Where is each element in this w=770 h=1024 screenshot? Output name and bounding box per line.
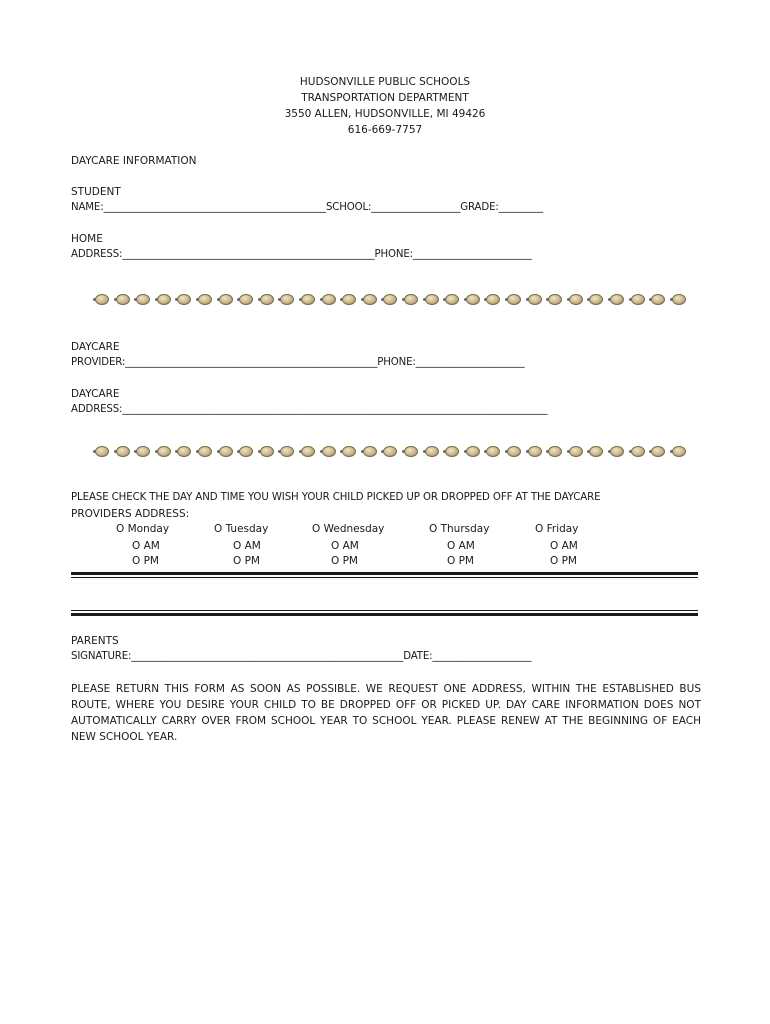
bullet-icon [177, 446, 191, 457]
schedule-instruction-cont: PROVIDERS ADDRESS: [71, 508, 190, 520]
thursday-option[interactable]: O Thursday [429, 523, 490, 535]
bullet-icon [239, 446, 253, 457]
bullet-icon [672, 294, 686, 305]
school-name: HUDSONVILLE PUBLIC SCHOOLS [299, 76, 471, 88]
return-notice: PLEASE RETURN THIS FORM AS SOON AS POSSIBLE. WE REQUEST ONE ADDRESS, WITHIN THE ESTABLISHED BUS ROUTE, WHERE YOU DESIRE YOUR CHILD TO BE DROPPED OFF OR PICKED UP. DAY CARE INFORMATION DOES NOT AUTOMATICALLY CARRY OVER FROM SCHOOL YEAR TO SCHOOL YEAR. PLEASE RENEW AT THE BEGINNING OF EACH NEW SCHOOL YEAR. [71, 683, 701, 743]
bullet-icon [219, 446, 233, 457]
home-label: HOME [71, 233, 103, 245]
bullet-divider-2 [92, 446, 692, 460]
bullet-icon [301, 446, 315, 457]
wednesday-am-option[interactable]: O AM [331, 540, 359, 552]
bullet-icon [219, 294, 233, 305]
bullet-icon [548, 446, 562, 457]
bullet-icon [569, 294, 583, 305]
bullet-icon [610, 294, 624, 305]
bullet-icon [363, 446, 377, 457]
bullet-icon [631, 294, 645, 305]
bullet-icon [383, 294, 397, 305]
section-divider-bottom-thin [71, 610, 698, 611]
wednesday-option[interactable]: O Wednesday [312, 523, 385, 535]
section-title: DAYCARE INFORMATION [71, 155, 197, 167]
bullet-icon [157, 446, 171, 457]
bullet-icon [466, 446, 480, 457]
parents-label: PARENTS [71, 635, 119, 647]
bullet-icon [383, 446, 397, 457]
bullet-icon [610, 446, 624, 457]
student-name-field[interactable]: NAME:_____________________________________________SCHOOL:__________________GRADE:_________ [71, 202, 544, 213]
bullet-icon [260, 294, 274, 305]
bullet-icon [280, 446, 294, 457]
bullet-icon [425, 294, 439, 305]
bullet-icon [528, 446, 542, 457]
wednesday-pm-option[interactable]: O PM [331, 555, 358, 567]
bullet-icon [116, 446, 130, 457]
bullet-icon [672, 446, 686, 457]
bullet-icon [260, 446, 274, 457]
bullet-icon [486, 294, 500, 305]
parent-signature-field[interactable]: SIGNATURE:_______________________________________________________DATE:____________________ [71, 651, 532, 662]
bullet-icon [136, 446, 150, 457]
bullet-icon [136, 294, 150, 305]
section-divider-top-thick [71, 572, 698, 575]
tuesday-pm-option[interactable]: O PM [233, 555, 260, 567]
home-address-field[interactable]: ADDRESS:___________________________________________________PHONE:________________________ [71, 249, 532, 260]
tuesday-option[interactable]: O Tuesday [214, 523, 269, 535]
bullet-icon [651, 446, 665, 457]
bullet-icon [322, 446, 336, 457]
thursday-pm-option[interactable]: O PM [447, 555, 474, 567]
bullet-icon [631, 446, 645, 457]
thursday-am-option[interactable]: O AM [447, 540, 475, 552]
bullet-icon [528, 294, 542, 305]
friday-pm-option[interactable]: O PM [550, 555, 577, 567]
bullet-icon [486, 446, 500, 457]
bullet-icon [95, 294, 109, 305]
bullet-icon [342, 446, 356, 457]
friday-am-option[interactable]: O AM [550, 540, 578, 552]
bullet-icon [363, 294, 377, 305]
bullet-icon [569, 446, 583, 457]
bullet-icon [507, 446, 521, 457]
monday-option[interactable]: O Monday [116, 523, 170, 535]
friday-option[interactable]: O Friday [535, 523, 579, 535]
bullet-icon [425, 446, 439, 457]
bullet-icon [445, 294, 459, 305]
bullet-divider-1 [92, 294, 692, 308]
bullet-icon [301, 294, 315, 305]
bullet-icon [445, 446, 459, 457]
daycare-provider-field[interactable]: PROVIDER:___________________________________________________PHONE:______________________ [71, 357, 525, 368]
schedule-instruction: PLEASE CHECK THE DAY AND TIME YOU WISH YOUR CHILD PICKED UP OR DROPPED OFF AT THE DAYCARE [71, 492, 601, 503]
daycare-address-field[interactable]: ADDRESS:______________________________________________________________________________________ [71, 404, 548, 415]
bullet-icon [198, 446, 212, 457]
section-divider-bottom-thick [71, 613, 698, 616]
bullet-icon [404, 294, 418, 305]
bullet-icon [198, 294, 212, 305]
bullet-icon [651, 294, 665, 305]
department-name: TRANSPORTATION DEPARTMENT [301, 92, 469, 104]
tuesday-am-option[interactable]: O AM [233, 540, 261, 552]
daycare-label: DAYCARE [71, 341, 120, 353]
bullet-icon [548, 294, 562, 305]
bullet-icon [280, 294, 294, 305]
bullet-icon [589, 294, 603, 305]
form-header [0, 74, 770, 138]
bullet-icon [239, 294, 253, 305]
bullet-icon [95, 446, 109, 457]
bullet-icon [177, 294, 191, 305]
monday-pm-option[interactable]: O PM [132, 555, 159, 567]
bullet-icon [157, 294, 171, 305]
bullet-icon [466, 294, 480, 305]
bullet-icon [404, 446, 418, 457]
school-address: 3550 ALLEN, HUDSONVILLE, MI 49426 [284, 108, 486, 120]
monday-am-option[interactable]: O AM [132, 540, 160, 552]
bullet-icon [342, 294, 356, 305]
bullet-icon [507, 294, 521, 305]
section-divider-top-thin [71, 577, 698, 578]
school-phone: 616-669-7757 [347, 124, 423, 136]
student-label: STUDENT [71, 186, 121, 198]
bullet-icon [322, 294, 336, 305]
bullet-icon [589, 446, 603, 457]
daycare-address-label: DAYCARE [71, 388, 120, 400]
bullet-icon [116, 294, 130, 305]
